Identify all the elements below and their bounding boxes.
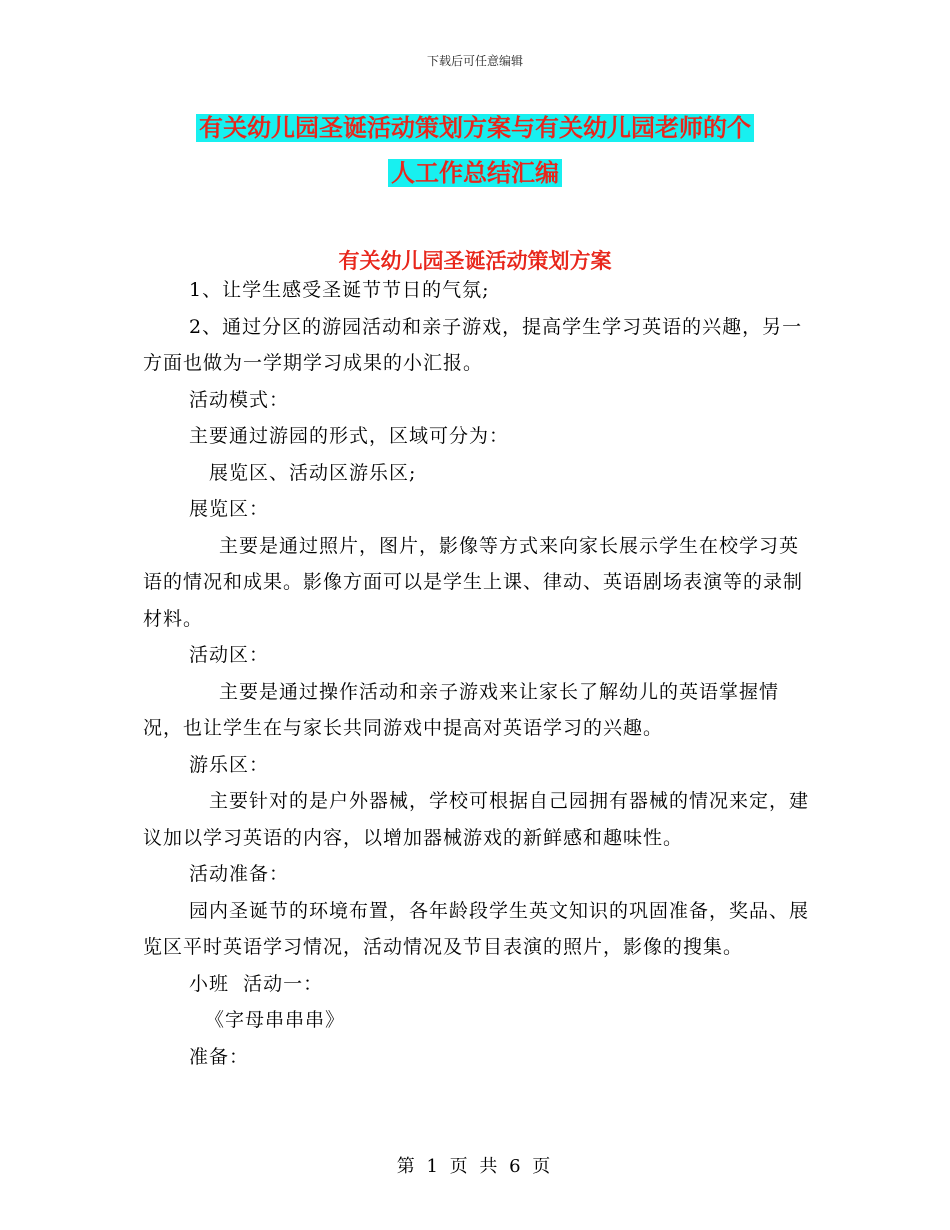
page-footer: 第 1 页 共 6 页 [396, 1156, 554, 1177]
paragraph: 活动准备： [189, 863, 290, 885]
paragraph: 活动模式： [189, 388, 290, 411]
paragraph: 园内圣诞节的环境布置，各年龄段学生英文知识的巩固准备，奖品、展览区平时英语学习情况，活动情况及节目表演的照片，影像的搜集。 [143, 899, 810, 958]
document-title-line-1 [0, 110, 950, 146]
section-title: 有关幼儿园圣诞活动策划方案 [338, 249, 612, 273]
paragraph: 展览区、活动区游乐区; [209, 461, 417, 484]
title-highlight-2: 人工作总结汇编 [388, 159, 562, 187]
paragraph: 2、通过分区的游园活动和亲子游戏，提高学生学习英语的兴趣，另一方面也做为一学期学习成果的小汇报。 [143, 315, 803, 374]
paragraph: 主要通过游园的形式，区域可分为： [189, 425, 510, 447]
paragraph: 展览区： [189, 498, 270, 520]
paragraph: 游乐区： [189, 753, 270, 776]
document-title-line-2 [0, 155, 950, 191]
paragraph: 主要是通过操作活动和亲子游戏来让家长了解幼儿的英语掌握情况，也让学生在与家长共同游戏中提高对英语学习的兴趣。 [143, 680, 780, 739]
paragraph: 主要是通过照片，图片，影像等方式来向家长展示学生在校学习英语的情况和成果。影像方面可以是学生上课、律动、英语剧场表演等的录制材料。 [143, 534, 804, 630]
paragraph: 准备： [189, 1045, 250, 1068]
paragraph: 活动区： [189, 644, 270, 666]
paragraph: 主要针对的是户外器械，学校可根据自己园拥有器械的情况来定，建议加以学习英语的内容，以增加器械游戏的新鲜感和趣味性。 [143, 790, 810, 849]
paragraph: 1、让学生感受圣诞节节日的气氛; [189, 279, 490, 301]
paragraph: 小班 活动一： [189, 972, 324, 995]
document-body [143, 272, 813, 1075]
paragraph: 《字母串串串》 [205, 1009, 346, 1031]
header-note: 下载后可任意编辑 [426, 54, 523, 68]
title-highlight-1: 有关幼儿园圣诞活动策划方案与有关幼儿园老师的个 [196, 114, 754, 142]
